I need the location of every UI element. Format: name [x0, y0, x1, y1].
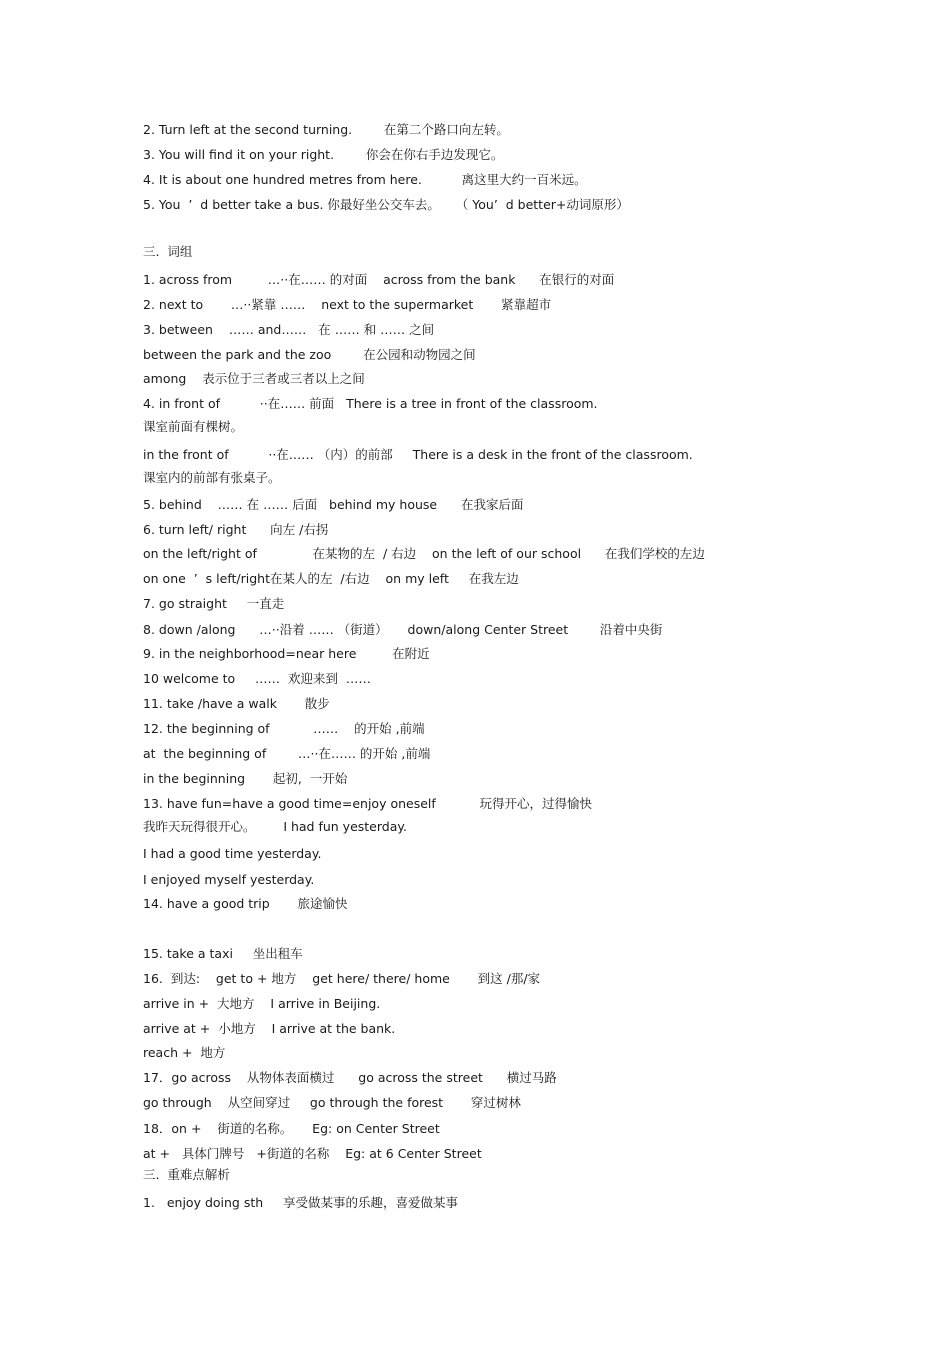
key-point-1: 1. enjoy doing sth 享受做某事的乐趣，喜爱做某事 [143, 1195, 459, 1210]
phrase-11: 11. take /have a walk 散步 [143, 696, 330, 711]
phrase-3-example: between the park and the zoo 在公园和动物园之间 [143, 347, 476, 362]
phrase-4: 4. in front of ··在…… 前面 There is a tree in front of the classroom. [143, 396, 598, 411]
phrase-18: 18．on + 街道的名称。 Eg: on Center Street [143, 1121, 440, 1136]
sentence-2: 2. Turn left at the second turning. 在第二个路口向左转。 [143, 122, 509, 137]
phrase-13: 13. have fun=have a good time=enjoy oneself 玩得开心，过得愉快 [143, 796, 592, 811]
phrase-16: 16. 到达: get to + 地方 get here/ there/ home 到这 /那/家 [143, 971, 541, 986]
sentence-5: 5. You ’ d better take a bus. 你最好坐公交车去。 （ You’ d better+动词原形） [143, 197, 629, 212]
phrase-4b: in the front of ··在…… （内）的前部 There is a desk in the front of the classroom. [143, 447, 693, 462]
phrase-10: 10 welcome to …… 欢迎来到 …… [143, 671, 371, 686]
sentence-3: 3. You will find it on your right. 你会在你右手边发现它。 [143, 147, 504, 162]
sentence-4: 4. It is about one hundred metres from here. 离这里大约一百米远。 [143, 172, 587, 187]
phrase-12-at: at the beginning of …··在…… 的开始 ,前端 [143, 746, 431, 761]
phrase-3-among: among 表示位于三者或三者以上之间 [143, 371, 365, 386]
phrase-5: 5. behind …… 在 …… 后面 behind my house 在我家后面 [143, 497, 524, 512]
phrase-6: 6. turn left/ right 向左 /右拐 [143, 522, 329, 537]
phrase-6-left-right-of: on the left/right of 在某物的左 / 右边 on the left of our school 在我们学校的左边 [143, 546, 705, 561]
phrase-17: 17．go across 从物体表面横过 go across the street 横过马路 [143, 1070, 557, 1085]
phrase-4-translation: 课室前面有棵树。 [143, 419, 244, 434]
phrase-1: 1. across from …··在…… 的对面 across from the bank 在银行的对面 [143, 272, 615, 287]
phrase-9: 9. in the neighborhood=near here 在附近 [143, 646, 430, 661]
phrase-14: 14. have a good trip 旅途愉快 [143, 896, 348, 911]
phrase-12-in: in the beginning 起初, 一开始 [143, 771, 348, 786]
phrase-6-ones-left-right: on one ’ s left/right在某人的左 /右边 on my left 在我左边 [143, 571, 519, 586]
phrase-8: 8. down /along …··沿着 …… （街道） down/along Center Street 沿着中央街 [143, 622, 663, 637]
phrase-16-arrive-at: arrive at + 小地方 I arrive at the bank. [143, 1021, 396, 1036]
phrase-13-example-3: I enjoyed myself yesterday. [143, 872, 315, 887]
section-heading-key-points: 三. 重难点解析 [143, 1167, 230, 1182]
phrase-16-reach: reach + 地方 [143, 1045, 226, 1060]
phrase-15: 15. take a taxi 坐出租车 [143, 946, 303, 961]
phrase-2: 2. next to …··紧靠 …… next to the supermarket 紧靠超市 [143, 297, 552, 312]
phrase-3: 3. between …… and…… 在 …… 和 …… 之间 [143, 322, 435, 337]
section-heading-phrases: 三. 词组 [143, 244, 193, 259]
phrase-12: 12. the beginning of …… 的开始 ,前端 [143, 721, 425, 736]
phrase-17-go-through: go through 从空间穿过 go through the forest 穿过树林 [143, 1095, 521, 1110]
phrase-18-at: at + 具体门牌号 +街道的名称 Eg: at 6 Center Street [143, 1146, 482, 1161]
phrase-13-example-1: 我昨天玩得很开心。 I had fun yesterday. [143, 819, 407, 834]
phrase-4b-translation: 课室内的前部有张桌子。 [143, 470, 281, 485]
phrase-13-example-2: I had a good time yesterday. [143, 846, 322, 861]
phrase-16-arrive-in: arrive in + 大地方 I arrive in Beijing. [143, 996, 381, 1011]
phrase-7: 7. go straight 一直走 [143, 596, 285, 611]
